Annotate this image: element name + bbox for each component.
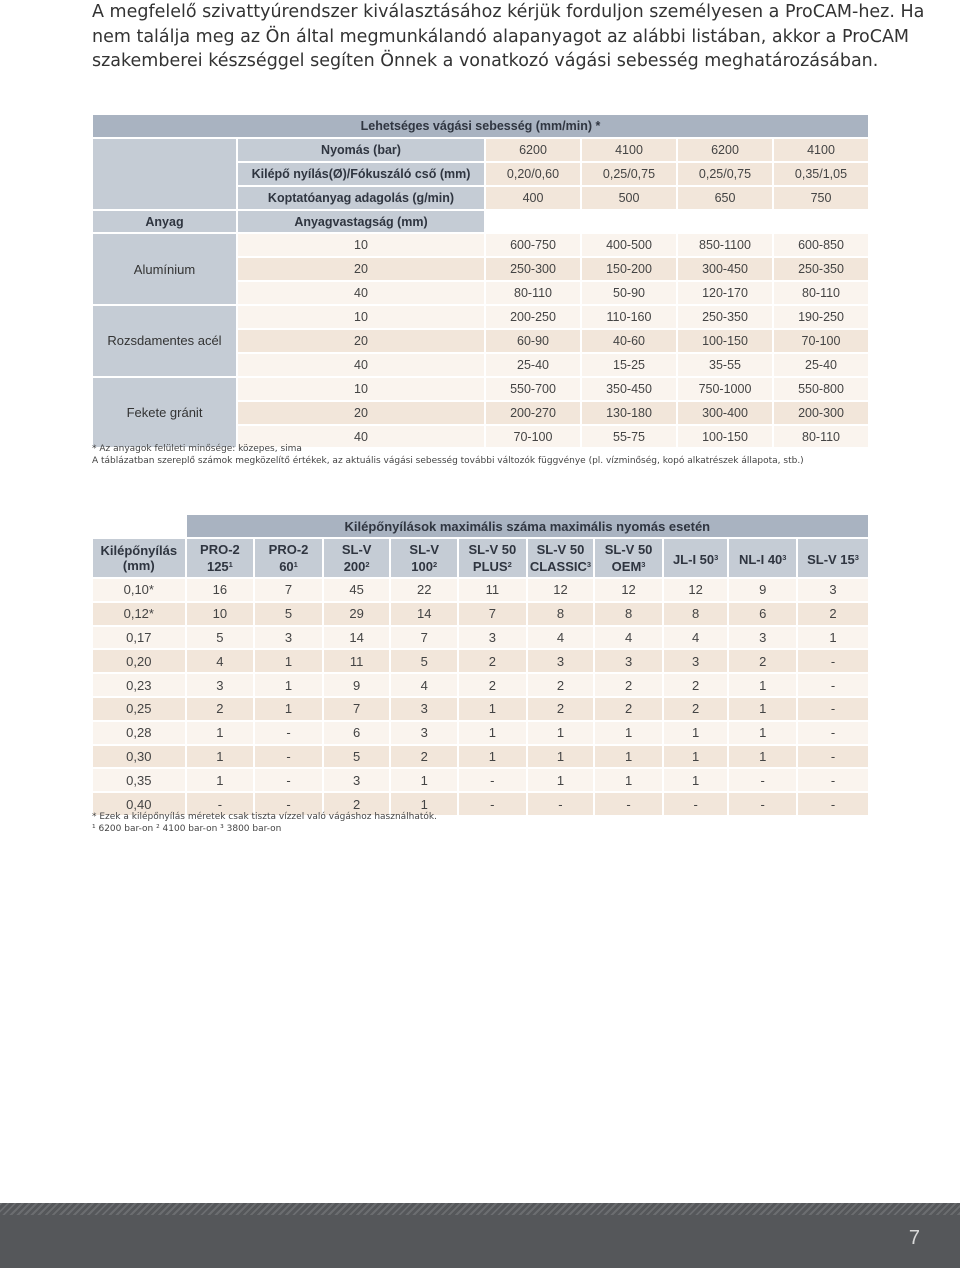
product-col-header (186, 538, 255, 578)
orifice-count: 12 (594, 578, 663, 602)
param-value: 400 (485, 186, 581, 210)
orifice-count: 3 (728, 626, 797, 650)
speed-value: 80-110 (485, 281, 581, 305)
orifice-count: 10 (186, 602, 255, 626)
header-row (92, 210, 869, 234)
orifice-count: 3 (663, 649, 729, 673)
orifice-count: 1 (527, 745, 595, 769)
speed-value: 250-350 (773, 257, 869, 281)
orifice-count: 5 (254, 602, 323, 626)
orifice-count: 45 (323, 578, 391, 602)
product-name: SL-V 15 (807, 551, 855, 567)
param-value: 4100 (773, 138, 869, 162)
cutting-speed-table (92, 114, 869, 448)
material-name: Rozsdamentes acél (92, 305, 237, 377)
orifice-count: 1 (458, 697, 527, 721)
speed-value: 70-100 (773, 329, 869, 353)
orifice-count: 1 (663, 721, 729, 745)
speed-value: 600-850 (773, 233, 869, 257)
product-col-header (797, 538, 869, 578)
orifice-count: 1 (186, 721, 255, 745)
orifice-row (92, 721, 869, 745)
speed-value: 300-400 (677, 401, 773, 425)
material-name: Fekete gránit (92, 377, 237, 449)
orifice-count: - (254, 792, 323, 816)
orifice-count: 7 (458, 602, 527, 626)
speed-value: 600-750 (485, 233, 581, 257)
page-number: 7 (908, 1227, 920, 1249)
superscript: 3 (586, 560, 592, 569)
orifice-count: 3 (458, 626, 527, 650)
orifice-row (92, 602, 869, 626)
orifice-size: 0,10* (92, 578, 186, 602)
orifice-count: 2 (594, 673, 663, 697)
param-value: 0,25/0,75 (677, 162, 773, 186)
header-line: Kilépőnyílás (100, 543, 178, 558)
param-label: Koptatóanyag adagolás (g/min) (237, 186, 485, 210)
intro-line: nem találja meg az Ön által megmunkálandó alapanyagot az alábbi listában, akkor a ProCAM (92, 26, 910, 47)
orifice-count: 1 (594, 721, 663, 745)
header-line (255, 542, 322, 557)
orifice-count: 3 (186, 673, 255, 697)
param-row (92, 138, 869, 162)
orifice-count: 1 (594, 745, 663, 769)
thickness-value: 20 (237, 257, 485, 281)
speed-value: 120-170 (677, 281, 773, 305)
orifice-table-footnotes (92, 811, 437, 835)
thickness-value: 40 (237, 425, 485, 449)
orifice-row (92, 649, 869, 673)
orifice-count: 7 (323, 697, 391, 721)
speed-value: 550-700 (485, 377, 581, 401)
header-line (187, 542, 254, 557)
intro-line: A megfelelő szivattyúrendszer kiválasztásához kérjük forduljon személyesen a ProCAM-hez. Ha (92, 2, 925, 22)
orifice-count: 4 (186, 649, 255, 673)
speed-value: 200-270 (485, 401, 581, 425)
product-name-line2: 60 (279, 559, 294, 574)
material-name: Alumínium (92, 233, 237, 305)
product-col-header (390, 538, 458, 578)
speed-row (92, 233, 869, 257)
product-name: SL-V (341, 542, 372, 557)
orifice-row (92, 768, 869, 792)
orifice-size: 0,12* (92, 602, 186, 626)
speed-value: 55-75 (581, 425, 677, 449)
header-line (729, 550, 796, 567)
speed-value: 250-300 (485, 257, 581, 281)
orifice-count: 2 (663, 697, 729, 721)
orifice-count: 1 (390, 792, 458, 816)
orifice-count: 3 (390, 697, 458, 721)
orifice-size: 0,17 (92, 626, 186, 650)
speed-value: 150-200 (581, 257, 677, 281)
orifice-count: 1 (254, 649, 323, 673)
orifice-size: 0,30 (92, 745, 186, 769)
header-line (459, 542, 526, 557)
orifice-count: 5 (323, 745, 391, 769)
param-value: 0,25/0,75 (581, 162, 677, 186)
orifice-col-header (92, 538, 186, 578)
header-line (391, 542, 457, 557)
param-value: 750 (773, 186, 869, 210)
product-name: PRO-2 (200, 542, 240, 557)
orifice-count: 16 (186, 578, 255, 602)
orifice-count: 22 (390, 578, 458, 602)
page-footer (0, 1203, 960, 1268)
speed-value: 750-1000 (677, 377, 773, 401)
header-line (255, 557, 322, 574)
orifice-count: 1 (728, 721, 797, 745)
superscript: 2 (365, 560, 370, 569)
param-label: Nyomás (bar) (237, 138, 485, 162)
orifice-count: 3 (797, 578, 869, 602)
material-header: Anyag (92, 210, 237, 234)
speed-value: 400-500 (581, 233, 677, 257)
speed-row (92, 377, 869, 401)
product-name: SL-V (409, 542, 440, 557)
orifice-count: 6 (728, 602, 797, 626)
header-line (798, 550, 868, 567)
orifice-count: - (797, 745, 869, 769)
orifice-table (92, 514, 869, 816)
orifice-count: 7 (390, 626, 458, 650)
orifice-count: 3 (254, 626, 323, 650)
speed-value: 25-40 (485, 353, 581, 377)
orifice-count: 2 (527, 697, 595, 721)
speed-value: 80-110 (773, 281, 869, 305)
thickness-value: 20 (237, 401, 485, 425)
speed-value: 25-40 (773, 353, 869, 377)
orifice-count: 7 (254, 578, 323, 602)
header-line: (mm) (122, 558, 155, 573)
orifice-count: 8 (594, 602, 663, 626)
header-line (391, 557, 457, 574)
product-col-header (663, 538, 729, 578)
orifice-size: 0,25 (92, 697, 186, 721)
orifice-count: - (797, 673, 869, 697)
orifice-size: 0,40 (92, 792, 186, 816)
superscript: 3 (714, 552, 719, 562)
orifice-header-row (92, 538, 869, 578)
superscript: 1 (228, 560, 233, 569)
orifice-count: - (797, 721, 869, 745)
param-value: 6200 (677, 138, 773, 162)
param-value: 0,35/1,05 (773, 162, 869, 186)
orifice-count: 14 (323, 626, 391, 650)
speed-value: 100-150 (677, 329, 773, 353)
thickness-value: 40 (237, 281, 485, 305)
intro-line: szakemberei készséggel segíten Önnek a vonatkozó vágási sebesség meghatározásában. (92, 51, 879, 71)
orifice-count: 2 (458, 649, 527, 673)
param-label: Kilépő nyílás(Ø)/Fókuszáló cső (mm) (237, 162, 485, 186)
orifice-count: - (254, 745, 323, 769)
product-name-line2: PLUS (472, 559, 508, 574)
blank-cell (485, 210, 869, 234)
superscript: 2 (433, 560, 438, 569)
orifice-count: 2 (323, 792, 391, 816)
product-col-header (254, 538, 323, 578)
param-value: 4100 (581, 138, 677, 162)
superscript: 3 (782, 552, 787, 562)
header-line (324, 557, 390, 574)
orifice-count: - (254, 768, 323, 792)
orifice-count: - (797, 792, 869, 816)
orifice-count: 8 (527, 602, 595, 626)
orifice-count: 2 (527, 673, 595, 697)
orifice-count: 2 (390, 745, 458, 769)
orifice-count: 9 (323, 673, 391, 697)
product-name-line2: CLASSIC (529, 559, 587, 574)
footnote: ¹ 6200 bar-on ² 4100 bar-on ³ 3800 bar-on (92, 824, 282, 834)
orifice-count: 1 (458, 745, 527, 769)
speed-value: 130-180 (581, 401, 677, 425)
superscript: 1 (293, 560, 298, 569)
orifice-count: 1 (728, 673, 797, 697)
speed-value: 15-25 (581, 353, 677, 377)
thickness-value: 20 (237, 329, 485, 353)
product-name: JL-I 50 (672, 551, 715, 567)
product-col-header (527, 538, 595, 578)
orifice-count: 2 (458, 673, 527, 697)
orifice-count: 1 (594, 768, 663, 792)
orifice-count: 1 (728, 745, 797, 769)
orifice-count: 1 (527, 768, 595, 792)
product-name: PRO-2 (268, 542, 309, 557)
footer-pattern (0, 1203, 960, 1215)
thickness-value: 10 (237, 305, 485, 329)
orifice-count: 14 (390, 602, 458, 626)
speed-value: 200-250 (485, 305, 581, 329)
orifice-count: 1 (728, 697, 797, 721)
blank-cell (92, 514, 186, 538)
orifice-count: 3 (323, 768, 391, 792)
orifice-count: 2 (594, 697, 663, 721)
orifice-count: 29 (323, 602, 391, 626)
orifice-count: 4 (527, 626, 595, 650)
product-name: SL-V 50 (468, 542, 517, 557)
orifice-count: 2 (797, 602, 869, 626)
orifice-count: 4 (390, 673, 458, 697)
param-value: 650 (677, 186, 773, 210)
product-col-header (323, 538, 391, 578)
header-line (595, 557, 662, 574)
speed-value: 40-60 (581, 329, 677, 353)
orifice-count: - (797, 697, 869, 721)
blank-cell (92, 138, 237, 210)
orifice-count: 1 (663, 768, 729, 792)
thickness-value: 40 (237, 353, 485, 377)
speed-value: 300-450 (677, 257, 773, 281)
speed-value: 70-100 (485, 425, 581, 449)
orifice-count: - (458, 768, 527, 792)
speed-value: 60-90 (485, 329, 581, 353)
product-col-header (728, 538, 797, 578)
orifice-count: 3 (390, 721, 458, 745)
orifice-size: 0,23 (92, 673, 186, 697)
speed-value: 550-800 (773, 377, 869, 401)
param-value: 6200 (485, 138, 581, 162)
orifice-count: 12 (527, 578, 595, 602)
orifice-count: 9 (728, 578, 797, 602)
orifice-count: 11 (323, 649, 391, 673)
orifice-count: - (728, 768, 797, 792)
superscript: 2 (507, 560, 512, 569)
product-col-header (594, 538, 663, 578)
product-name-line2: 125 (206, 559, 229, 574)
orifice-count: - (186, 792, 255, 816)
speed-table-footnotes (92, 443, 804, 467)
product-col-header (458, 538, 527, 578)
header-line (528, 557, 594, 574)
speed-value: 80-110 (773, 425, 869, 449)
header-line (459, 557, 526, 574)
orifice-size: 0,28 (92, 721, 186, 745)
thickness-value: 10 (237, 233, 485, 257)
orifice-count: 2 (186, 697, 255, 721)
param-value: 500 (581, 186, 677, 210)
orifice-count: - (458, 792, 527, 816)
param-value: 0,20/0,60 (485, 162, 581, 186)
orifice-count: 11 (458, 578, 527, 602)
orifice-table-title: Kilépőnyílások maximális száma maximális nyomás esetén (186, 514, 869, 538)
orifice-count: 6 (323, 721, 391, 745)
orifice-count: 8 (663, 602, 729, 626)
speed-table-title: Lehetséges vágási sebesség (mm/min) * (92, 114, 869, 138)
header-line (664, 550, 728, 567)
orifice-count: 1 (186, 768, 255, 792)
speed-value: 35-55 (677, 353, 773, 377)
orifice-row (92, 578, 869, 602)
orifice-count: 1 (254, 673, 323, 697)
orifice-count: 2 (728, 649, 797, 673)
footnote: * Az anyagok felületi minősége: közepes, sima (92, 444, 302, 454)
orifice-count: 3 (594, 649, 663, 673)
speed-value: 110-160 (581, 305, 677, 329)
speed-value: 350-450 (581, 377, 677, 401)
speed-value: 190-250 (773, 305, 869, 329)
product-name-line2: OEM (611, 559, 642, 574)
footnote: A táblázatban szereplő számok megközelítő értékek, az aktuális vágási sebesség további változók függvénye (pl. vízminőség, kopó alkatrészek állapota, stb.) (92, 456, 804, 466)
orifice-count: 1 (458, 721, 527, 745)
orifice-count: 1 (797, 626, 869, 650)
orifice-size: 0,20 (92, 649, 186, 673)
product-name: SL-V 50 (604, 542, 653, 557)
orifice-row (92, 673, 869, 697)
orifice-count: 1 (254, 697, 323, 721)
footnote: * Ezek a kilépőnyílás méretek csak tiszta vízzel való vágáshoz használhatók. (92, 812, 437, 822)
orifice-row (92, 697, 869, 721)
thickness-header: Anyagvastagság (mm) (237, 210, 485, 234)
orifice-row (92, 626, 869, 650)
speed-title-row (92, 114, 869, 138)
product-name: SL-V 50 (536, 542, 585, 557)
speed-value: 250-350 (677, 305, 773, 329)
header-line (187, 557, 254, 574)
product-name: NL-I 40 (738, 551, 783, 567)
speed-value: 100-150 (677, 425, 773, 449)
orifice-count: 5 (390, 649, 458, 673)
speed-value: 850-1100 (677, 233, 773, 257)
orifice-size: 0,35 (92, 768, 186, 792)
orifice-row (92, 745, 869, 769)
product-name-line2: 200 (343, 559, 366, 574)
header-line (528, 542, 594, 557)
orifice-count: 4 (594, 626, 663, 650)
thickness-value: 10 (237, 377, 485, 401)
orifice-count: - (728, 792, 797, 816)
orifice-title-row (92, 514, 869, 538)
orifice-count: - (797, 649, 869, 673)
orifice-count: - (527, 792, 595, 816)
speed-value: 200-300 (773, 401, 869, 425)
speed-row (92, 305, 869, 329)
header-line (324, 542, 390, 557)
speed-value: 50-90 (581, 281, 677, 305)
orifice-count: - (663, 792, 729, 816)
orifice-count: 3 (527, 649, 595, 673)
orifice-count: - (254, 721, 323, 745)
orifice-count: 12 (663, 578, 729, 602)
orifice-count: - (594, 792, 663, 816)
header-line (595, 542, 662, 557)
orifice-count: 1 (527, 721, 595, 745)
superscript: 3 (854, 552, 859, 562)
orifice-count: 1 (663, 745, 729, 769)
product-name-line2: 100 (411, 559, 433, 574)
intro-text (92, 0, 925, 74)
orifice-count: 2 (663, 673, 729, 697)
orifice-count: 4 (663, 626, 729, 650)
orifice-count: 5 (186, 626, 255, 650)
orifice-count: 1 (186, 745, 255, 769)
orifice-count: 1 (390, 768, 458, 792)
orifice-count: - (797, 768, 869, 792)
superscript: 3 (641, 560, 646, 569)
